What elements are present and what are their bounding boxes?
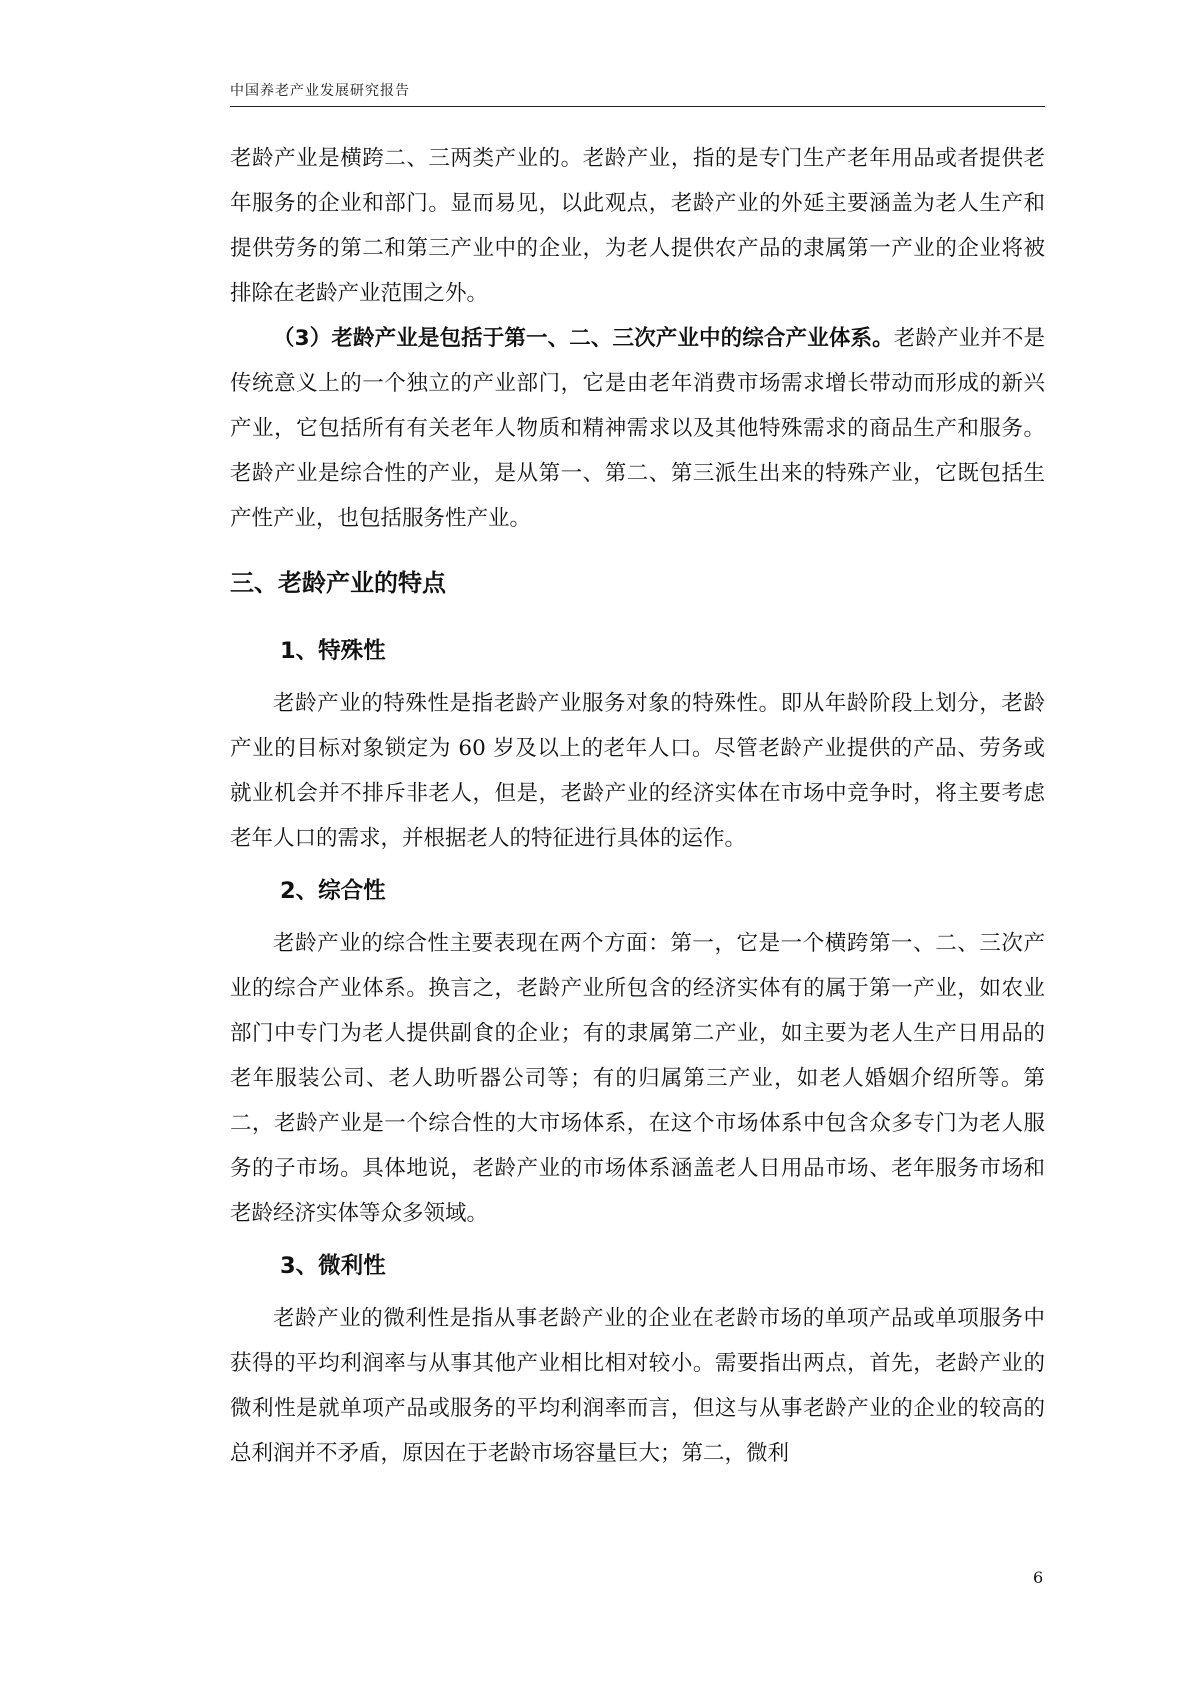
- page-number: 6: [1033, 1568, 1044, 1587]
- paragraph-intro: 老龄产业是横跨二、三两类产业的。老龄产业，指的是专门生产老年用品或者提供老年服务的企业和部门。显而易见，以此观点，老龄产业的外延主要涵盖为老人生产和提供劳务的第二和第三产业中的企业，为老人提供农产品的隶属第一产业的企业将被排除在老龄产业范围之外。: [230, 146, 1045, 306]
- subheading-low-profit: 3、微利性: [280, 1253, 386, 1279]
- paragraph-comprehensiveness: 老龄产业的综合性主要表现在两个方面：第一，它是一个横跨第一、二、三次产业的综合产业体系。换言之，老龄产业所包含的经济实体有的属于第一产业，如农业部门中专门为老人提供副食的企业；有的隶属第二产业，如主要为老人生产日用品的老年服装公司、老人助听器公司等；有的归属第三产业，如老人婚姻介绍所等。第二，老龄产业是一个综合性的大市场体系，在这个市场体系中包含众多专门为老人服务的子市场。具体地说，老龄产业的市场体系涵盖老人日用品市场、老年服务市场和老龄经济实体等众多领域。: [230, 931, 1045, 1226]
- paragraph-speciality: 老龄产业的特殊性是指老龄产业服务对象的特殊性。即从年龄阶段上划分，老龄产业的目标对象锁定为 60 岁及以上的老年人口。尽管老龄产业提供的产品、劳务或就业机会并不排斥非老人，但是，老龄产业的经济实体在市场中竞争时，将主要考虑老年人口的需求，并根据老人的特征进行具体的运作。: [230, 691, 1045, 851]
- point-3-body: 老龄产业并不是传统意义上的一个独立的产业部门，它是由老年消费市场需求增长带动而形成的新兴产业，它包括所有有关老年人物质和精神需求以及其他特殊需求的商品生产和服务。老龄产业是综合性的产业，是从第一、第二、第三派生出来的特殊产业，它既包括生产性产业，也包括服务性产业。: [230, 326, 1045, 531]
- paragraph-point-3: [230, 316, 1045, 541]
- running-header: 中国养老产业发展研究报告: [230, 80, 1045, 107]
- page-body: [230, 136, 1045, 1476]
- subheading-comprehensiveness: 2、综合性: [280, 878, 386, 904]
- paragraph-low-profit: 老龄产业的微利性是指从事老龄产业的企业在老龄市场的单项产品或单项服务中获得的平均利润率与从事其他产业相比相对较小。需要指出两点，首先，老龄产业的微利性是就单项产品或服务的平均利润率而言，但这与从事老龄产业的企业的较高的总利润并不矛盾，原因在于老龄市场容量巨大；第二，微利: [230, 1306, 1045, 1466]
- subheading-speciality: 1、特殊性: [280, 638, 386, 664]
- section-heading: 三、老龄产业的特点: [230, 569, 446, 597]
- point-3-lead: （3）老龄产业是包括于第一、二、三次产业中的综合产业体系。: [273, 326, 894, 351]
